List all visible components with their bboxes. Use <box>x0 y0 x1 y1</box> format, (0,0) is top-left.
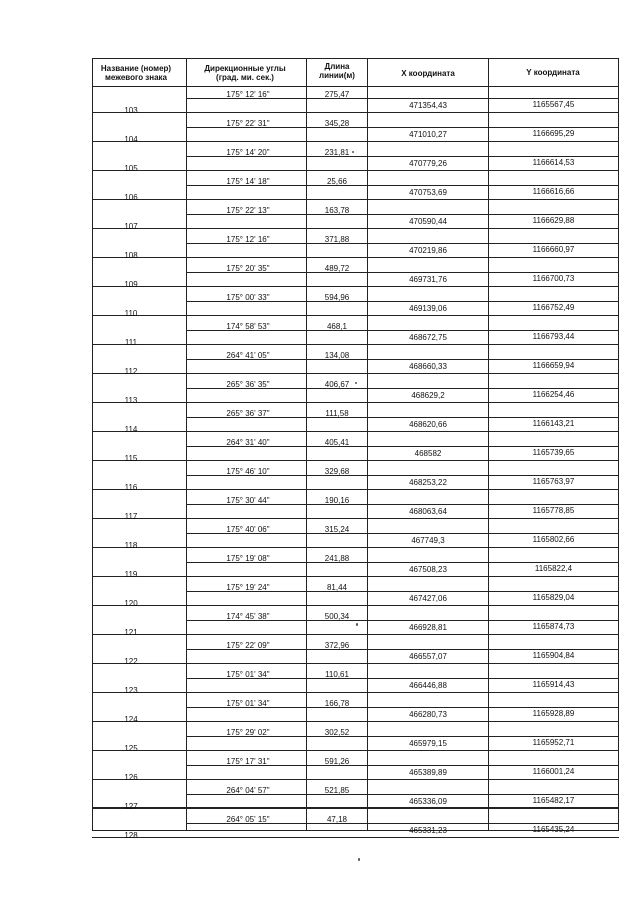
scan-speck <box>352 151 354 153</box>
cell-line-length: 489,72 <box>324 264 350 273</box>
cell-y-coordinate: 1166695,29 <box>532 129 575 138</box>
row-rule <box>92 576 619 577</box>
cell-y-coordinate: 1166752,49 <box>532 303 575 312</box>
cell-y-coordinate: 1165952,71 <box>532 738 575 747</box>
header-name-line2: межевого знака <box>104 73 168 82</box>
cell-point-name: 112 <box>124 367 138 376</box>
row-rule <box>92 170 619 171</box>
cell-line-length: 231,81 <box>324 148 350 157</box>
column-divider <box>488 58 489 831</box>
cell-point-name: 121 <box>124 628 138 637</box>
cell-x-coordinate: 470219,86 <box>409 246 447 255</box>
cell-line-length: 468,1 <box>326 322 348 331</box>
cell-x-coordinate: 465331,23 <box>409 826 447 835</box>
cell-x-coordinate: 466557,07 <box>409 652 447 661</box>
row-rule <box>92 373 619 374</box>
cell-direction-angle: 175° 01' 34" <box>226 699 270 708</box>
header-length-line2: линии(м) <box>319 71 355 80</box>
cell-y-coordinate: 1165904,84 <box>532 651 575 660</box>
cell-y-coordinate: 1165435,24 <box>532 825 575 834</box>
cell-x-coordinate: 468672,75 <box>409 333 447 342</box>
cell-point-name: 125 <box>124 744 138 753</box>
row-rule <box>92 837 619 838</box>
cell-x-coordinate: 466446,88 <box>409 681 447 690</box>
cell-direction-angle: 175° 40' 06" <box>226 525 270 534</box>
row-rule <box>92 721 619 722</box>
cell-direction-angle: 174° 58' 53" <box>226 322 270 331</box>
header-length <box>307 62 367 80</box>
cell-line-length: 302,52 <box>324 728 350 737</box>
cell-direction-angle: 175° 14' 18" <box>226 177 270 186</box>
cell-line-length: 111,58 <box>325 409 349 418</box>
cell-y-coordinate: 1165763,97 <box>532 477 575 486</box>
cell-x-coordinate: 466280,73 <box>409 710 447 719</box>
cell-line-length: 345,28 <box>324 119 350 128</box>
row-rule <box>92 750 619 751</box>
row-rule <box>92 431 619 432</box>
cell-line-length: 594,96 <box>324 293 350 302</box>
cell-x-coordinate: 470753,69 <box>409 188 447 197</box>
cell-y-coordinate: 1166616,66 <box>532 187 575 196</box>
cell-x-coordinate: 465389,89 <box>409 768 447 777</box>
cell-line-length: 110,61 <box>325 670 349 679</box>
cell-y-coordinate: 1165822,4 <box>534 564 573 573</box>
cell-point-name: 127 <box>124 802 138 811</box>
row-rule <box>92 286 619 287</box>
row-rule <box>92 489 619 490</box>
cell-line-length: 371,88 <box>324 235 350 244</box>
cell-y-coordinate: 1165482,17 <box>532 796 575 805</box>
cell-direction-angle: 265° 36' 37" <box>226 409 270 418</box>
cell-line-length: 406,67 <box>324 380 350 389</box>
cell-direction-angle: 264° 31' 40" <box>226 438 270 447</box>
cell-point-name: 111 <box>124 338 138 347</box>
column-divider <box>367 58 368 831</box>
cell-point-name: 107 <box>124 222 138 231</box>
cell-x-coordinate: 467508,23 <box>409 565 447 574</box>
cell-y-coordinate: 1165778,85 <box>532 506 575 515</box>
cell-point-name: 109 <box>124 280 138 289</box>
header-y: Y координата <box>526 68 580 77</box>
cell-x-coordinate: 468620,66 <box>409 420 447 429</box>
header-name <box>93 64 179 82</box>
header-name-line1: Название (номер) <box>100 64 172 73</box>
cell-x-coordinate: 469731,76 <box>409 275 447 284</box>
cell-line-length: 372,96 <box>324 641 350 650</box>
cell-x-coordinate: 470590,44 <box>409 217 447 226</box>
cell-x-coordinate: 469139,06 <box>409 304 447 313</box>
cell-y-coordinate: 1166659,94 <box>532 361 575 370</box>
cell-y-coordinate: 1165928,89 <box>532 709 575 718</box>
header-angle-line2: (град. ми. сек.) <box>216 73 274 82</box>
cell-direction-angle: 264° 04' 57" <box>226 786 270 795</box>
cell-point-name: 128 <box>124 831 138 840</box>
cell-point-name: 108 <box>124 251 138 260</box>
cell-point-name: 115 <box>124 454 138 463</box>
scan-speck <box>355 382 357 384</box>
header-x: X координата <box>401 69 455 78</box>
row-rule <box>92 199 619 200</box>
cell-x-coordinate: 467427,06 <box>409 594 447 603</box>
cell-point-name: 103 <box>124 106 138 115</box>
header-length-line1: Длина <box>324 62 350 71</box>
cell-line-length: 163,78 <box>324 206 350 215</box>
column-divider <box>306 58 307 831</box>
cell-line-length: 25,66 <box>326 177 348 186</box>
scan-speck <box>358 858 360 861</box>
cell-y-coordinate: 1166254,46 <box>532 390 575 399</box>
row-rule <box>92 315 619 316</box>
cell-x-coordinate: 471354,43 <box>409 101 447 110</box>
cell-direction-angle: 175° 19' 24" <box>226 583 270 592</box>
cell-point-name: 114 <box>124 425 138 434</box>
cell-point-name: 104 <box>124 135 138 144</box>
cell-point-name: 124 <box>124 715 138 724</box>
cell-direction-angle: 175° 22' 13" <box>226 206 270 215</box>
row-rule <box>92 605 619 606</box>
cell-y-coordinate: 1165914,43 <box>532 680 575 689</box>
cell-direction-angle: 175° 20' 35" <box>226 264 270 273</box>
cell-point-name: 110 <box>124 309 138 318</box>
cell-line-length: 166,78 <box>324 699 350 708</box>
cell-line-length: 47,18 <box>326 815 348 824</box>
cell-direction-angle: 175° 19' 08" <box>226 554 270 563</box>
cell-y-coordinate: 1165739,65 <box>532 448 575 457</box>
cell-x-coordinate: 465336,09 <box>409 797 447 806</box>
cell-x-coordinate: 468253,22 <box>409 478 447 487</box>
cell-line-length: 315,24 <box>324 525 350 534</box>
row-rule <box>92 460 619 461</box>
cell-line-length: 241,88 <box>324 554 350 563</box>
header-angle <box>186 64 304 82</box>
cell-y-coordinate: 1166614,53 <box>532 158 575 167</box>
row-rule <box>92 112 619 113</box>
scan-speck <box>356 623 358 626</box>
cell-x-coordinate: 467749,3 <box>411 536 445 545</box>
cell-y-coordinate: 1165829,04 <box>532 593 575 602</box>
row-rule <box>92 228 619 229</box>
cell-direction-angle: 175° 46' 10" <box>226 467 270 476</box>
cell-direction-angle: 175° 22' 09" <box>226 641 270 650</box>
cell-line-length: 81,44 <box>326 583 348 592</box>
cell-y-coordinate: 1165567,45 <box>532 100 575 109</box>
cell-line-length: 190,16 <box>324 496 350 505</box>
cell-y-coordinate: 1166700,73 <box>532 274 575 283</box>
row-rule <box>92 257 619 258</box>
cell-point-name: 113 <box>124 396 138 405</box>
cell-x-coordinate: 468063,64 <box>409 507 447 516</box>
cell-x-coordinate: 468660,33 <box>409 362 447 371</box>
cell-line-length: 591,26 <box>324 757 350 766</box>
cell-direction-angle: 264° 05' 15" <box>226 815 270 824</box>
cell-direction-angle: 175° 01' 34" <box>226 670 270 679</box>
row-rule <box>92 518 619 519</box>
header-divider <box>92 86 619 87</box>
cell-line-length: 405,41 <box>324 438 350 447</box>
cell-direction-angle: 175° 14' 20" <box>226 148 270 157</box>
cell-direction-angle: 175° 29' 02" <box>226 728 270 737</box>
cell-point-name: 117 <box>124 512 138 521</box>
cell-direction-angle: 175° 22' 31" <box>226 119 270 128</box>
cell-point-name: 122 <box>124 657 138 666</box>
cell-direction-angle: 175° 12' 16" <box>226 235 270 244</box>
cell-direction-angle: 175° 30' 44" <box>226 496 270 505</box>
cell-line-length: 329,68 <box>324 467 350 476</box>
cell-direction-angle: 175° 12' 16" <box>226 90 270 99</box>
cell-x-coordinate: 468629,2 <box>411 391 445 400</box>
cell-point-name: 120 <box>124 599 138 608</box>
cell-y-coordinate: 1166660,97 <box>532 245 575 254</box>
cell-line-length: 134,08 <box>324 351 350 360</box>
cell-line-length: 521,85 <box>324 786 350 795</box>
row-rule <box>92 344 619 345</box>
cell-point-name: 123 <box>124 686 138 695</box>
cell-y-coordinate: 1166629,88 <box>532 216 575 225</box>
row-rule <box>92 141 619 142</box>
column-divider <box>186 58 187 831</box>
cell-direction-angle: 174° 45' 38" <box>226 612 270 621</box>
row-rule <box>92 402 619 403</box>
cell-y-coordinate: 1166793,44 <box>532 332 575 341</box>
cell-point-name: 126 <box>124 773 138 782</box>
cell-y-coordinate: 1165802,66 <box>532 535 575 544</box>
cell-point-name: 116 <box>124 483 138 492</box>
cell-y-coordinate: 1166001,24 <box>532 767 575 776</box>
row-rule <box>92 808 619 809</box>
cell-x-coordinate: 465979,15 <box>409 739 447 748</box>
cell-line-length: 500,34 <box>324 612 350 621</box>
row-rule <box>92 634 619 635</box>
table-border-top <box>92 58 619 59</box>
cell-y-coordinate: 1166143,21 <box>532 419 575 428</box>
cell-x-coordinate: 471010,27 <box>409 130 447 139</box>
cell-x-coordinate: 468582 <box>414 449 442 458</box>
header-angle-line1: Дирекционные углы <box>204 64 286 73</box>
row-rule <box>92 663 619 664</box>
cell-direction-angle: 175° 00' 33" <box>226 293 270 302</box>
cell-point-name: 105 <box>124 164 138 173</box>
table-border-right <box>618 58 619 831</box>
cell-line-length: 275,47 <box>324 90 350 99</box>
cell-direction-angle: 265° 36' 35" <box>226 380 270 389</box>
cell-direction-angle: 264° 41' 05" <box>226 351 270 360</box>
cell-point-name: 119 <box>124 570 138 579</box>
row-rule <box>92 807 619 808</box>
cell-x-coordinate: 470779,26 <box>409 159 447 168</box>
cell-x-coordinate: 466928,81 <box>409 623 447 632</box>
cell-direction-angle: 175° 17' 31" <box>226 757 270 766</box>
row-rule <box>92 692 619 693</box>
cell-point-name: 106 <box>124 193 138 202</box>
cell-y-coordinate: 1165874,73 <box>532 622 575 631</box>
row-rule <box>92 547 619 548</box>
row-rule <box>92 779 619 780</box>
cell-point-name: 118 <box>124 541 138 550</box>
